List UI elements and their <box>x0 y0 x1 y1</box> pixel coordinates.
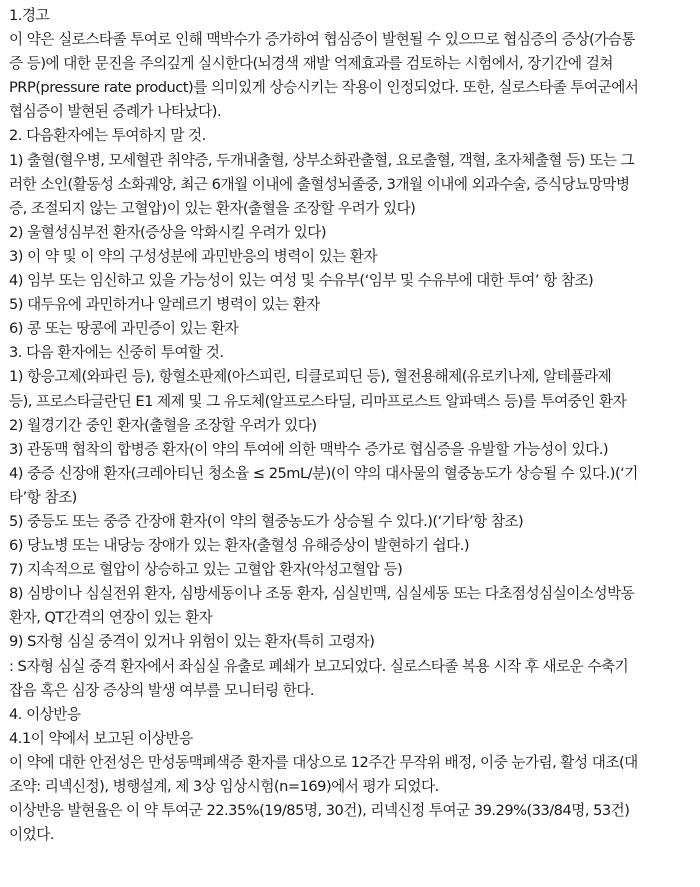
text-line: 증 등)에 대한 문진을 주의깊게 실시한다(뇌경색 재발 억제효과를 검토하는 시험에서, 장기간에 걸쳐 <box>9 55 613 73</box>
text-line: 1.경고 <box>9 7 50 24</box>
text-line: 9) S자형 심실 중격이 있거나 위험이 있는 환자(특히 고령자) <box>9 633 375 651</box>
text-line: 이었다. <box>9 826 54 844</box>
text-line: 조약: 리넥신정), 병행설계, 제 3상 임상시험(n=169)에서 평가 되었다. <box>9 778 439 795</box>
text-line: 3) 이 약 및 이 약의 구성성분에 과민반응의 병력이 있는 환자 <box>9 247 378 265</box>
text-line: 5) 중등도 또는 중증 간장애 환자(이 약의 혈중농도가 상승될 수 있다.)(‘기타’항 참조) <box>9 512 524 530</box>
text-line: 2) 월경기간 중인 환자(출혈을 조장할 우려가 있다) <box>9 416 317 434</box>
text-line: 7) 지속적으로 혈압이 상승하고 있는 고혈압 환자(악성고혈압 등) <box>9 561 403 579</box>
text-line: 환자, QT간격의 연장이 있는 환자 <box>9 609 213 627</box>
text-line: 1) 항응고제(와파린 등), 항혈소판제(아스피린, 티클로피딘 등), 혈전용해제(유로키나제, 알테플라제 <box>9 368 612 386</box>
text-line: 3) 관동맥 협착의 합병증 환자(이 약의 투여에 의한 맥박수 증가로 협심증을 유발할 가능성이 있다.) <box>9 440 609 458</box>
text-line: 이 약에 대한 안전성은 만성동맥폐색증 환자를 대상으로 12주간 무작위 배정, 이중 눈가림, 활성 대조(대 <box>9 753 638 771</box>
text-line: 1) 출혈(혈우병, 모세혈관 취약증, 두개내출혈, 상부소화관출혈, 요로출혈, 객혈, 초자체출혈 등) 또는 그 <box>9 151 635 169</box>
text-line: 2. 다음환자에는 투여하지 말 것. <box>9 127 206 145</box>
text-line: 증, 조절되지 않는 고혈압)이 있는 환자(출혈을 조장할 우려가 있다) <box>9 199 416 217</box>
text-line: 이 약은 실로스타졸 투여로 인해 맥박수가 증가하여 협심증이 발현될 수 있으므로 협심증의 증상(가슴통 <box>9 31 635 49</box>
text-line: 잡음 혹은 심장 증상의 발생 여부를 모니터링 한다. <box>9 681 315 699</box>
text-line: 4.1이 약에서 보고된 이상반응 <box>9 729 193 747</box>
text-line: 4) 임부 또는 임신하고 있을 가능성이 있는 여성 및 수유부(‘임부 및 수유부에 대한 투여’ 항 참조) <box>9 272 594 290</box>
text-line: 협심증이 발현된 증례가 나타났다). <box>9 103 222 121</box>
text-line: 6) 당뇨병 또는 내당능 장애가 있는 환자(출혈성 유해증상이 발현하기 쉽다.) <box>9 537 470 555</box>
text-line: PRP(pressure rate product)를 의미있게 상승시키는 작용이 인정되었다. 또한, 실로스타졸 투여군에서 <box>9 79 639 97</box>
text-line: 2) 울혈성심부전 환자(증상을 악화시킬 우려가 있다) <box>9 223 327 241</box>
text-line: : S자형 심실 중격 환자에서 좌심실 유출로 폐쇄가 보고되었다. 실로스타졸 복용 시작 후 새로운 수축기 <box>9 657 629 675</box>
text-line: 러한 소인(활동성 소화궤양, 최근 6개월 이내에 출혈성뇌졸중, 3개월 이내에 외과수술, 증식당뇨망막병 <box>9 175 630 193</box>
text-line: 4) 중증 신장애 환자(크레아티닌 청소율 ≤ 25mL/분)(이 약의 대사물의 혈중농도가 상승될 수 있다.)(‘기 <box>9 464 638 482</box>
text-line: 8) 심방이나 심실전위 환자, 심방세동이나 조동 환자, 심실빈맥, 심실세동 또는 다초점성심실이소성박동 <box>9 585 635 603</box>
text-line: 5) 대두유에 과민하거나 알레르기 병력이 있는 환자 <box>9 296 320 314</box>
text-line: 등), 프로스타글란딘 E1 제제 및 그 유도체(알프로스타딜, 리마프로스트 알파덱스 등)를 투여중인 환자 <box>9 392 627 410</box>
text-line: 이상반응 발현율은 이 약 투여군 22.35%(19/85명, 30건), 리넥신정 투여군 39.29%(33/84명, 53건) <box>9 802 630 820</box>
text-line: 타’항 참조) <box>9 488 77 506</box>
text-line: 4. 이상반응 <box>9 705 81 723</box>
text-line: 3. 다음 환자에는 신중히 투여할 것. <box>9 344 224 362</box>
text-line: 6) 콩 또는 땅콩에 과민증이 있는 환자 <box>9 320 239 338</box>
